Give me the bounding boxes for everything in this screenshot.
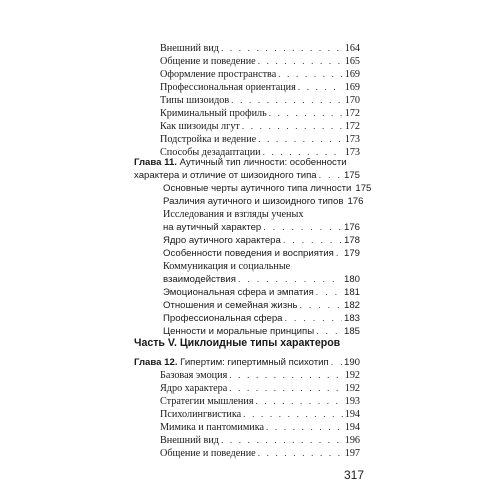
toc-entry-page: 179 [343, 248, 360, 259]
dot-leader [221, 42, 343, 55]
toc-entry [163, 286, 360, 299]
toc-entry [163, 247, 360, 260]
chapter-title: Гипертим: гипертимный психотип [180, 357, 329, 368]
toc-entry-page: 164 [344, 43, 360, 54]
toc-entry [163, 273, 360, 286]
chapter-prefix: Глава 11. [134, 157, 177, 168]
toc-entry-page: 181 [343, 287, 360, 298]
chapter-title-continued: характера и отличие от шизоидного типа [134, 170, 317, 181]
toc-entry-label: Профессиональная ориентация [160, 82, 296, 93]
toc-entry-label: Особенности поведения и восприятия [163, 248, 334, 259]
toc-entry-page: 185 [343, 326, 360, 337]
toc-entry [160, 447, 360, 460]
toc-entry-page: 180 [343, 274, 360, 285]
dot-leader [258, 55, 343, 68]
toc-entry-label: Отношения и семейная жизнь [163, 300, 298, 311]
toc-entry-label: Базовая эмоция [160, 370, 228, 381]
toc-entry-label: Общение и поведение [160, 448, 256, 459]
chapter-heading-line [134, 169, 360, 182]
toc-entry-page: 176 [343, 222, 360, 233]
toc-entry-label: Внешний вид [160, 43, 219, 54]
dot-leader [316, 286, 342, 299]
dot-leader [266, 421, 343, 434]
toc-entry-page: 176 [347, 196, 364, 207]
dot-leader [263, 221, 342, 234]
chapter-page: 175 [343, 170, 360, 181]
toc-entry-label: Коммуникация и социальные [163, 261, 291, 272]
toc-entry [163, 299, 360, 312]
toc-entry-label: Криминальный профиль [160, 108, 267, 119]
toc-entry-page: 194 [344, 422, 360, 433]
toc-entry [160, 42, 360, 55]
toc-entry-label: Ценности и моральные принципы [163, 326, 315, 337]
toc-entry [163, 182, 372, 195]
toc-entry-label: Способы дезадаптации [160, 147, 261, 158]
dot-leader [229, 369, 342, 382]
toc-entry-page: 192 [344, 370, 360, 381]
toc-entry-label: Оформление пространства [160, 69, 277, 80]
toc-entry [160, 133, 360, 146]
dot-leader [256, 395, 343, 408]
part-title: Часть V. Циклоидные типы характеров [134, 337, 341, 349]
toc-entry-label: Типы шизоидов [160, 95, 230, 106]
toc-entry [160, 395, 360, 408]
dot-leader [269, 107, 343, 120]
dot-leader [299, 299, 342, 312]
toc-entry-label: Основные черты аутичного типа личности [163, 183, 352, 194]
toc-entry-page: 175 [355, 183, 372, 194]
toc-entry-label: Ядро аутичного характера [163, 235, 281, 246]
toc-entry [163, 234, 360, 247]
dot-leader [331, 356, 342, 369]
toc-entry [163, 195, 364, 208]
toc-entry-label: Исследования и взгляды ученых [163, 209, 304, 220]
toc-entry-page: 196 [344, 435, 360, 446]
toc-entry-page: 169 [344, 82, 360, 93]
toc-entry [160, 55, 360, 68]
chapter-heading [134, 356, 360, 369]
toc-entry-page: 173 [344, 147, 360, 158]
dot-leader [258, 447, 343, 460]
dot-leader [258, 133, 343, 146]
toc-entry-page: 169 [344, 69, 360, 80]
toc-entry-page: 182 [343, 300, 360, 311]
toc-entry-page: 172 [344, 108, 360, 119]
chapter-prefix: Глава 12. [134, 357, 178, 368]
toc-entry-page: 172 [344, 121, 360, 132]
toc-entry [160, 382, 360, 395]
page-number: 317 [344, 468, 365, 482]
dot-leader [319, 169, 342, 182]
toc-entry-label: Подстройка и ведение [160, 134, 257, 145]
dot-leader [285, 312, 342, 325]
toc-entry [160, 94, 360, 107]
toc-entry-page: 194 [344, 409, 360, 420]
toc-entry-label: Внешний вид [160, 435, 219, 446]
toc-entry-label: Эмоциональная сфера и эмпатия [163, 287, 314, 298]
toc-entry-label: на аутичный характер [163, 222, 262, 233]
toc-entry [160, 434, 360, 447]
toc-entry-page: 165 [344, 56, 360, 67]
chapter-heading [134, 156, 347, 169]
toc-entry-label: Общение и поведение [160, 56, 256, 67]
toc-entry [160, 408, 360, 421]
toc-entry-label: Стратегии мышления [160, 396, 254, 407]
dot-leader [229, 382, 343, 395]
toc-entry [160, 81, 360, 94]
chapter-title: Аутичный тип личности: особенности [179, 157, 347, 168]
toc-entry-label: Мимика и пантомимика [160, 422, 265, 433]
dot-leader [298, 81, 343, 94]
dot-leader [283, 234, 342, 247]
toc-entry [163, 312, 360, 325]
toc-entry-page: 183 [343, 313, 360, 324]
toc-entry-label: Психолингвистика [160, 409, 242, 420]
toc-entry [160, 68, 360, 81]
dot-leader [242, 120, 343, 133]
dot-leader [238, 273, 342, 286]
toc-entry [163, 221, 360, 234]
toc-entry-page: 170 [344, 95, 360, 106]
toc-entry-page: 192 [344, 383, 360, 394]
toc-entry-page: 193 [344, 396, 360, 407]
toc-entry-page: 197 [344, 448, 360, 459]
chapter-page: 190 [343, 357, 360, 368]
toc-entry [160, 421, 360, 434]
toc-entry [160, 120, 360, 133]
dot-leader [221, 434, 343, 447]
toc-entry-page: 173 [344, 134, 360, 145]
dot-leader [278, 68, 342, 81]
toc-entry-label: Различия аутичного и шизоидного типов [163, 196, 344, 207]
toc-entry-label: Ядро характера [160, 383, 228, 394]
toc-entry-label: Как шизоиды лгут [160, 121, 240, 132]
dot-leader [243, 408, 343, 421]
dot-leader [336, 247, 342, 260]
toc-entry [160, 107, 360, 120]
toc-entry-label: Профессиональная сфера [163, 313, 283, 324]
toc-entry-label: взаимодействия [163, 274, 236, 285]
toc-entry [160, 369, 360, 382]
toc-entry-page: 178 [343, 235, 360, 246]
dot-leader [231, 94, 343, 107]
